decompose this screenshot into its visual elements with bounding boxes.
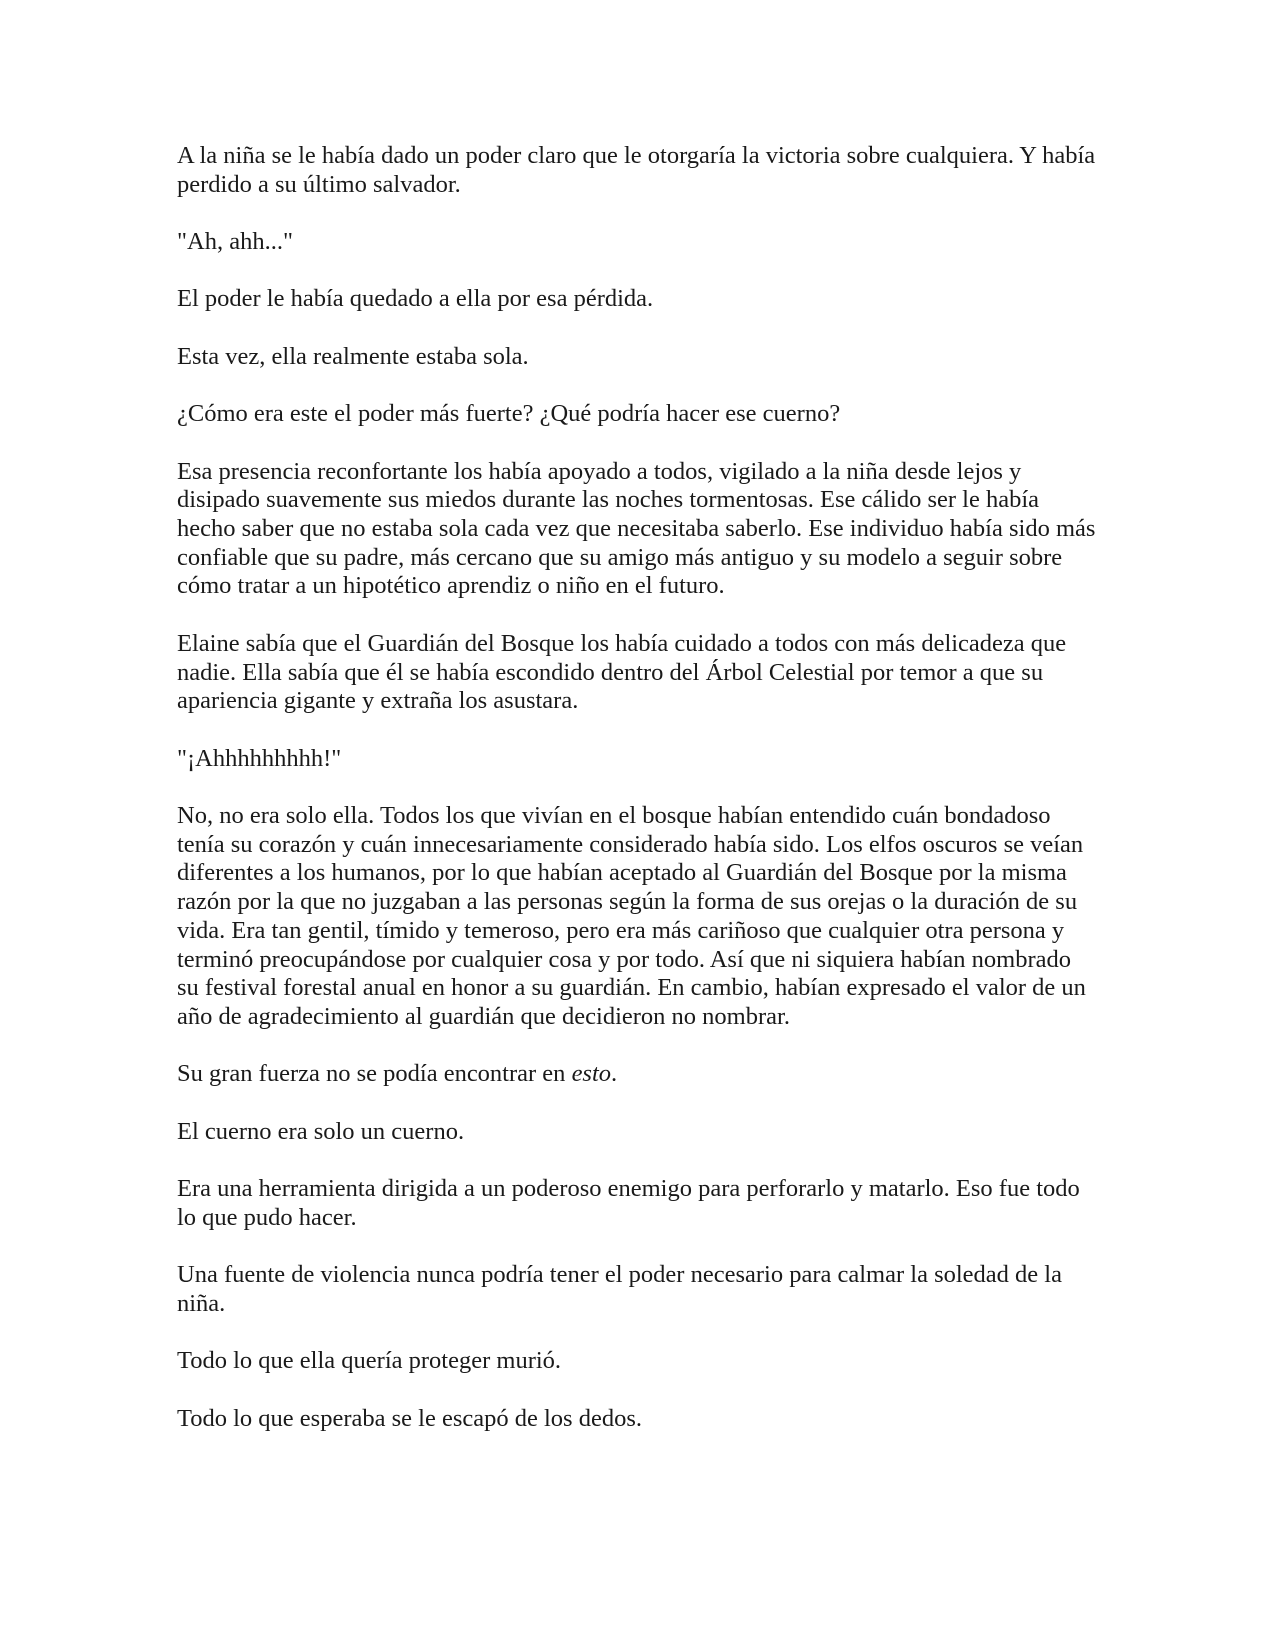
paragraph-5: ¿Cómo era este el poder más fuerte? ¿Qué podría hacer ese cuerno?	[177, 400, 841, 428]
paragraph-4: Esta vez, ella realmente estaba sola.	[177, 342, 529, 370]
paragraph-12: Era una herramienta dirigida a un poderoso enemigo para perforarlo y matarlo. Eso fue todo lo que pudo hacer.	[177, 1175, 1080, 1231]
paragraph-2: "Ah, ahh..."	[177, 228, 293, 256]
paragraph-10-text-after: .	[611, 1060, 618, 1088]
paragraph-15: Todo lo que esperaba se le escapó de los dedos.	[177, 1404, 642, 1432]
paragraph-7: Elaine sabía que el Guardián del Bosque los había cuidado a todos con más delicadeza que nadie. Ella sabía que él se había escondido dentro del Árbol Celestial por temor a que su apariencia gigante y extraña los asustara.	[177, 629, 1067, 715]
paragraph-9: No, no era solo ella. Todos los que vivían en el bosque habían entendido cuán bondadoso tenía su corazón y cuán innecesariamente considerado había sido. Los elfos oscuros se veían diferentes a los humanos, por lo que habían aceptado al Guardián del Bosque por la misma razón por la que no juzgaban a las personas según la forma de sus orejas o la duración de su vida. Era tan gentil, tímido y temeroso, pero era más cariñoso que cualquier otra persona y terminó preocupándose por cualquier cosa y por todo. Así que ni siquiera habían nombrado su festival forestal anual en honor a su guardián. En cambio, habían expresado el valor de un año de agradecimiento al guardián que decidieron no nombrar.	[177, 802, 1086, 1030]
paragraph-10-emphasis: esto	[571, 1060, 612, 1088]
paragraph-14: Todo lo que ella quería proteger murió.	[177, 1347, 562, 1375]
paragraph-10	[177, 1060, 1097, 1089]
paragraph-13: Una fuente de violencia nunca podría tener el poder necesario para calmar la soledad de la niña.	[177, 1261, 1062, 1317]
paragraph-10-text-before: Su gran fuerza no se podía encontrar en	[177, 1060, 572, 1088]
paragraph-1: A la niña se le había dado un poder claro que le otorgaría la victoria sobre cualquiera. Y había perdido a su último salvador.	[177, 142, 1096, 198]
paragraph-3: El poder le había quedado a ella por esa pérdida.	[177, 285, 654, 313]
paragraph-8: "¡Ahhhhhhhhh!"	[177, 744, 342, 772]
paragraph-6: Esa presencia reconfortante los había apoyado a todos, vigilado a la niña desde lejos y disipado suavemente sus miedos durante las noches tormentosas. Ese cálido ser le había hecho saber que no estaba sola cada vez que necesitaba saberlo. Ese individuo había sido más confiable que su padre, más cercano que su amigo más antiguo y su modelo a seguir sobre cómo tratar a un hipotético aprendiz o niño en el futuro.	[177, 457, 1096, 600]
document-page	[177, 142, 1097, 1462]
paragraph-11: El cuerno era solo un cuerno.	[177, 1117, 465, 1145]
